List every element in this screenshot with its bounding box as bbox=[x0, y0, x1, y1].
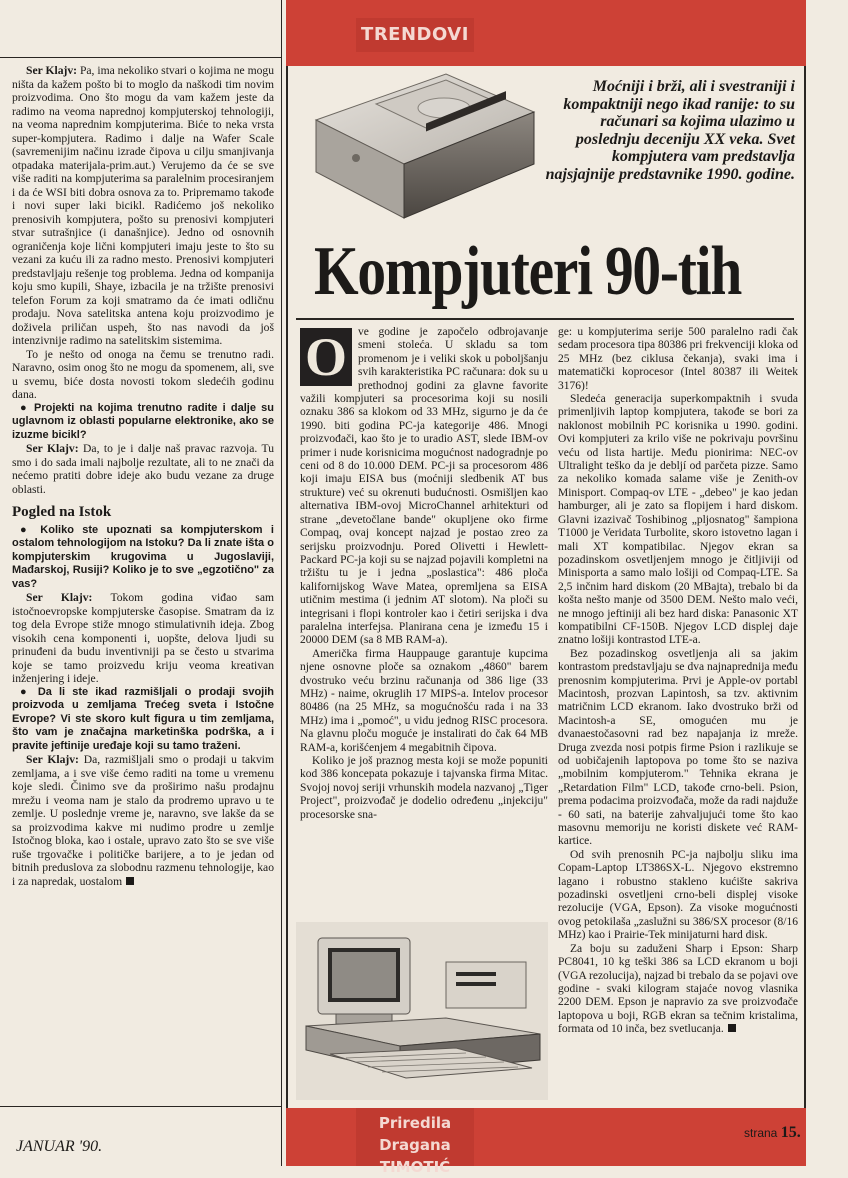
speaker-label: Ser Klajv: bbox=[26, 64, 78, 77]
article-column-right bbox=[558, 326, 798, 1086]
paragraph-text: Tokom godina viđao sam istočnoevropske kompjuterske časopise. Smatram da iz tog dela Evrope stiže mnogo stimulativnih ideja. Zbog visokih cena komponenti i, uopšte, delova ljudi su prinuđeni da budu inventivniji pa se često u stvarima koje se tamo proizvedu kriju veoma kreativan inženjering i ideje. bbox=[12, 591, 274, 685]
page-label: strana bbox=[744, 1126, 778, 1140]
article-paragraph bbox=[300, 326, 548, 648]
paragraph-text: ve godine je započelo odbrojavanje smeni stoleća. U skladu sa tom promenom je i veliki skok u poboljšanju svih karakteristika PC računara: dok su u prethodnoj godini za glavne favorite važili kompjuteri sa procesorima koji su nosili oznaku 386 sa klokom od 33 MHz, sigurno je da će 1990. biti godina PC-ja kategorije 486. Mnogi proizvođači, kao što je to uradio AST, slede IBM-ov primer i nude korisnicima mogućnost nadogradnje po ceni od 8 do 10.000 DEM. PC-ji sa procesorom 486 koji imaju EISA bus (moćniji sledbenik AT bus strukture) već su okrenuti budućnosti. Osmišljen kao alternativa IBM-ovoj MicroChannel arhitekturi od strane „devetočlane bande" okupljene oko firme Compaq, ovaj koncept najzad je postao zreo za serijsku proizvodnju. Pored Olivetti i Hewlett-Packard PC-ja koji su se najzad pojavili kompletni na tržištu tu je i jedna „poslastica": 486 ploča kalifornijskog Wave Matea, opremljena sa EISA utičnim mestima (i jednim AT slotom). Na ploči su integrisani i flopi kontroler kao i četiri serijska i dva paralelna interfejsa. Planirana cena je između 15 i 20000 DEM (sa 8 MB RAM-a). bbox=[300, 326, 548, 647]
question-text: Koliko ste upoznati sa kompjuterskom i ostalom tehnologijom na Istoku? Da li znate išta o kompjuterskim krugovima u Jugoslaviji, Mađarskoj, Rusiji? Koliko je to sve „egzotično" za vas? bbox=[12, 523, 274, 590]
headline-rule bbox=[296, 318, 794, 320]
paragraph-text: Da, to je i dalje naš pravac razvoja. Tu smo i do sada imali najbolje rezultate, ali to ne znači da nećemo pratiti dobre ideje ako budu vezane za druge oblasti. bbox=[12, 442, 274, 496]
byline-author: Dragana TIMOTIĆ bbox=[379, 1136, 451, 1176]
page-number-value: 15. bbox=[780, 1124, 801, 1141]
interview-paragraph bbox=[12, 591, 274, 686]
paragraph-text: Da, razmišljali smo o prodaji u takvim zemljama, a i sve više ćemo raditi na tome u vremenu koje sledi. Činimo sve da proširimo našu prodajnu mrežu i veoma nam je stalo da prodremo upravo u te zemlje. U poslednje vreme je, naravno, sve lakše da se sa proizvodima kakve mi nudimo prodre u zemlje Istočnog bloka, kao i ostale, upravo zato što se sve više ruše trgovačke i političke barijere, a to je jedan od bitnih preduslova za slobodnu razmenu tehnologije, kao i za napredak, uostalom bbox=[12, 753, 275, 888]
speaker-label: Ser Klajv: bbox=[26, 442, 79, 455]
article-paragraph: Bez pozadinskog osvetljenja ali sa jakim kontrastom predstavljaju se dva najnaprednija među prenosnim kompjuterima. Prvi je Apple-ov portabl Macintosh, prozvan Lapintosh, sa tzv. aktivnim matričnim LCD ekranom. Iako dvostruko brži od Macintosh-a SE, omogućen mu je dvanaestočasovni rad bez napajanja iz mreže. Druga zvezda nosi potpis firme Psion i razlikuje se od uobičajenih laptopova po tome što se naziva „mobilnim kompjuterom." Tehnika ekrana je „Retardation Film" LCD, takođe crno-beli. Psion, prema podacima proizvođača, može da radi najduže - 60 sati, na baterije zahvaljujući tome što kao masovnu memoriju ne koristi diskete već RAM-kartice. bbox=[558, 647, 798, 848]
footer-date: JANUAR '90. bbox=[16, 1138, 103, 1155]
interview-paragraph bbox=[12, 64, 274, 348]
interview-column bbox=[12, 64, 274, 1094]
question-text: Da li ste ikad razmišljali o prodaji svojih proizvoda u zemljama Trećeg sveta i Istočne Evrope? Vi ste skoro kult figura u tim zemljama, što vam je značajna marketinška podrška, a i pravite jeftinije uređaje koji su tamo traženi. bbox=[12, 685, 274, 752]
article-column-left bbox=[300, 326, 548, 922]
footer-rule bbox=[0, 1106, 282, 1107]
article-paragraph: Od svih prenosnih PC-ja najbolju sliku ima Copam-Laptop LT386SX-L. Njegovo ekstremno lagano i robustno stakleno kućište sakriva pozadinski osvetljeni crno-beli displej visoke rezolucije (VGA, Epson). Za visoke mogućnosti ovog petokilaša „zaslužni su 386/SX procesor (8/16 MHz) kao i Prairie-Tek minijaturni hard disk. bbox=[558, 848, 798, 942]
article-paragraph: Koliko je još praznog mesta koji se može popuniti kod 386 koncepata pokazuje i tajvanska firma Mitac. Svojoj novoj seriji vrhunskih modela nazvanoj „Tiger Project", proizvođač je dodelio određenu „injekciju" procesorske sna- bbox=[300, 755, 548, 821]
page-number bbox=[744, 1124, 801, 1142]
article-deck: Moćniji i brži, ali i svestraniji i kompaktniji nego ikad ranije: to su računari sa kojima ulazimo u poslednju deceniju XX veka. Svet kompjutera vam predstavlja najsjajnije predstavnike 1990. godine. bbox=[545, 78, 795, 183]
game-console-photo bbox=[296, 68, 544, 248]
question-text: Projekti na kojima trenutno radite i dalje su uglavnom iz oblasti popularne elektronike, ako se izuzme bicikl? bbox=[12, 401, 274, 441]
end-mark-icon bbox=[728, 1024, 736, 1032]
byline bbox=[356, 1108, 474, 1176]
dropcap: O bbox=[300, 328, 352, 386]
interview-paragraph: To je nešto od onoga na čemu se trenutno radi. Naravno, osim onog što ne mogu da spomenem, ali, sve u svemu, biće dosta novosti tokom sledećih godinu dana. bbox=[12, 347, 274, 401]
column-divider bbox=[281, 0, 282, 1166]
interview-question: ● Projekti na kojima trenutno radite i dalje su uglavnom iz oblasti popularne elektronike, ako se izuzme bicikl? bbox=[12, 401, 274, 441]
top-blank-band bbox=[0, 0, 282, 58]
article-paragraph: ge: u kompjuterima serije 500 paralelno radi čak sedam procesora tipa 80386 pri frekvenciji kloka od 25 MHz (bez ciklusa čekanja), svaki ima i matematički koprocesor (Intel 80387 ili Weitek 3176)! bbox=[558, 326, 798, 392]
paragraph-text: Za boju su zaduženi Sharp i Epson: Sharp PC8041, 10 kg teški 386 sa LCD ekranom u boji (VGA rezolucija), najzad bi trebalo da se pojavi ove godine - svaki kilogram stajaće novog vlasnika 2200 DEM. Epson je napravio za sve proizvođače laptopova u boji, RGB ekran sa tečnim kristalima, formata od 10 inča, bez svetlucanja. bbox=[558, 942, 798, 1036]
speaker-label: Ser Klajv: bbox=[26, 591, 93, 604]
subheading: Pogled na Istok bbox=[12, 504, 112, 520]
interview-question: ● Da li ste ikad razmišljali o prodaji svojih proizvoda u zemljama Trećeg sveta i Istočne Evrope? Vi ste skoro kult figura u tim zemljama, što vam je značajna marketinška podrška, a i pravite jeftinije uređaje koji su tamo traženi. bbox=[12, 685, 274, 752]
section-label: TRENDOVI bbox=[356, 18, 474, 52]
desktop-computer-photo bbox=[296, 922, 548, 1100]
interview-question: ● Koliko ste upoznati sa kompjuterskom i ostalom tehnologijom na Istoku? Da li znate išta o kompjuterskim krugovima u Jugoslaviji, Mađarskoj, Rusiji? Koliko je to sve „egzotično" za vas? bbox=[12, 523, 274, 590]
byline-label: Priredila bbox=[378, 1114, 452, 1132]
speaker-label: Ser Klajv: bbox=[26, 753, 79, 766]
interview-paragraph bbox=[12, 442, 274, 496]
end-mark-icon bbox=[126, 877, 134, 885]
article-paragraph: Američka firma Hauppauge garantuje kupcima njene osnovne ploče sa oznakom „4860" barem dvostruko veću brzinu računanja od 386 lige (33 MHz) - naime, okruglih 17 MIPS-a. Intelov procesor 80486 (na 25 MHz, sa mogućnošću rada i na 33 MHz) ima i „pomoć", u vidu jednog RISC procesora. Na glavnu ploču moguće je instalirati do čak 64 MB RAM-a, korišćenjem 4 megabitnih čipova. bbox=[300, 647, 548, 754]
article-paragraph: Sledeća generacija superkompaktnih i svuda primenljivih laptop kompjutera, takođe se bori za naklonost mobilnih PC korisnika u 1990. godini. Ovi kompjuteri za krilo više ne pokrivaju površinu veću od lista hartije. Među pionirima: NEC-ov Ultralight teško da je debljí od parčeta pizze. Samo za nekoliko komada salame više je Zenith-ov Minisport. Compaq-ov LTE - „debeo" je kao jedan hamburger, ali je zato sa flopijem i hard diskom. Glavni izazivač Toshibinog „pljosnatog" šampiona T1000 je Veridata Turbolite, skoro istovetno lagan i mali XT kompatibilac. Njegov ekran sa pozadinskom osvetljenjem mnogo je čitljiviji od Minisporta a samo malo lošiji od Compaq-LTE. Sa 2,5 inčnim hard diskom (20 MBajta), trebalo bi da košta nešto manje od 3500 DEM. Nešto malo veći, ne mnogo jeftiniji ali bez hard diska: Panasonic XT kompatibilni CF-150B. Njegov LCD displej daje znatno lošiji kontrastod LTE-a. bbox=[558, 393, 798, 647]
paragraph-text: Pa, ima nekoliko stvari o kojima ne mogu ništa da kažem pošto bi to moglo da naškodi tim novim proizvodima. Ono što mogu da vam kažem jeste da radimo na veoma naprednoj kompjuterskoj tehnologiji, na veoma naprednim kompjuterima. Biće to neka vrsta super-kompjutera. Radimo i dalje na Wafer Scale (savremenijim načinu izrade čipova u cilju smanjivanja otpadaka materijala-prim.aut.) Verujemo da će se sve više raditi na kompjuterima sa paralelnim procesiranjem i da će WSI biti dobra osnova za to. Pripremamo takođe i novi super laki bicikl. Radićemo još nekoliko prenosivih kompjutera, pošto su prenosivi kompjuteri stvar sutrašnjice (i današnjice). Jedno od osnovnih ograničenja koje lični kompjuteri imaju jeste to što su vezani za kuću ili za radno mesto. Prenosivi kompjuteri predstavljaju rešenje tog problema. Jedna od kompanija koju smo kupili, Shaye, izbacila je na tržište prenosivi telefon Forum za koji smatramo da će imati odličnu prodaju. Nova satelitska antena koju proizvodimo je doživela priličan uspeh, što nas navodi da još intenzivnije radimo na satelitskim sistemima. bbox=[12, 64, 274, 347]
interview-paragraph bbox=[12, 753, 274, 888]
article-paragraph bbox=[558, 943, 798, 1037]
article-headline: Kompjuteri 90-tih bbox=[314, 233, 742, 310]
